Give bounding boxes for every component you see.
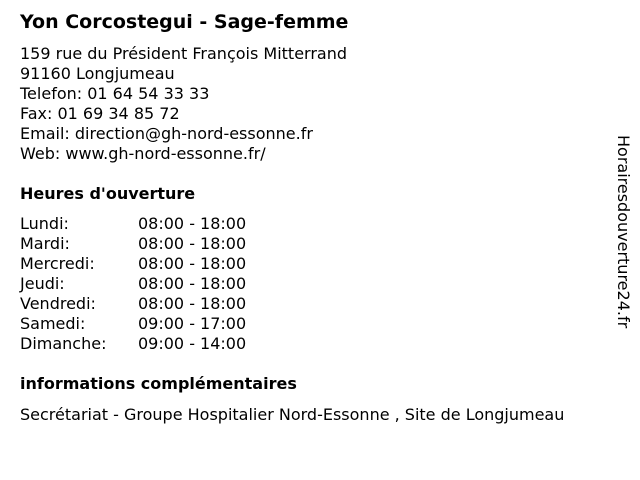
time-range: 08:00 - 18:00: [138, 214, 247, 233]
day-label: Samedi:: [20, 314, 86, 333]
hours-row-saturday: [20, 314, 246, 334]
day-label: Mercredi:: [20, 254, 95, 273]
phone-number: Telefon: 01 64 54 33 33: [20, 84, 210, 103]
hours-row-thursday: [20, 274, 246, 294]
email-address: Email: direction@gh-nord-essonne.fr: [20, 124, 313, 143]
fax-number: Fax: 01 69 34 85 72: [20, 104, 180, 123]
opening-hours-heading: Heures d'ouverture: [20, 184, 196, 203]
hours-row-wednesday: [20, 254, 246, 274]
hours-row-monday: [20, 214, 246, 234]
site-watermark: Horairesdouverture24.fr: [614, 135, 633, 329]
hours-row-tuesday: [20, 234, 246, 254]
website-address: Web: www.gh-nord-essonne.fr/: [20, 144, 266, 163]
time-range: 09:00 - 14:00: [138, 334, 247, 353]
street-address: 159 rue du Président François Mitterrand: [20, 44, 348, 63]
time-range: 08:00 - 18:00: [138, 234, 247, 253]
day-label: Mardi:: [20, 234, 70, 253]
hours-row-friday: [20, 294, 246, 314]
day-label: Jeudi:: [20, 274, 65, 293]
time-range: 08:00 - 18:00: [138, 254, 247, 273]
time-range: 09:00 - 17:00: [138, 314, 247, 333]
city-postcode: 91160 Longjumeau: [20, 64, 175, 83]
additional-info-text: Secrétariat - Groupe Hospitalier Nord-Essonne , Site de Longjumeau: [20, 405, 565, 424]
day-label: Dimanche:: [20, 334, 107, 353]
time-range: 08:00 - 18:00: [138, 274, 247, 293]
opening-hours-table: [20, 214, 246, 354]
additional-info-heading: informations complémentaires: [20, 374, 297, 393]
contact-block: [20, 44, 347, 164]
time-range: 08:00 - 18:00: [138, 294, 247, 313]
day-label: Vendredi:: [20, 294, 96, 313]
page-title: Yon Corcostegui - Sage-femme: [20, 11, 349, 33]
hours-row-sunday: [20, 334, 246, 354]
day-label: Lundi:: [20, 214, 69, 233]
